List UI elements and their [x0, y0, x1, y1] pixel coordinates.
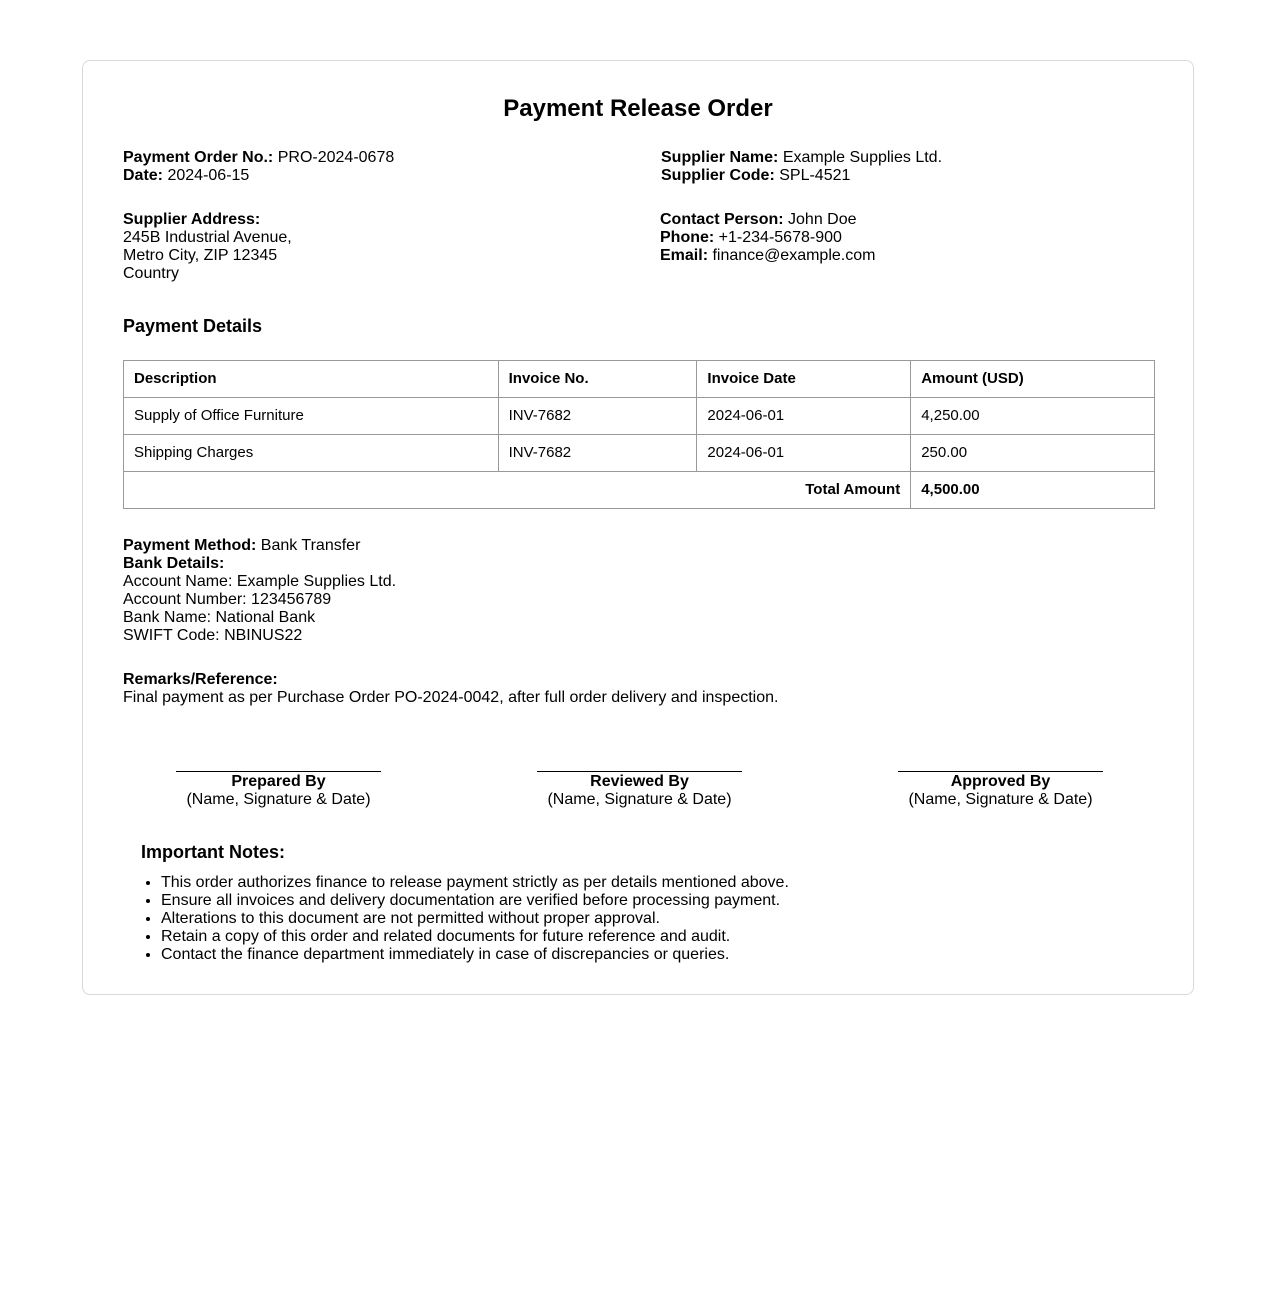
column-header: Invoice Date [697, 361, 911, 398]
signature-reviewed-by [537, 771, 742, 809]
cell-description: Shipping Charges [124, 435, 499, 472]
order-no-value: PRO-2024-0678 [277, 149, 395, 166]
order-no-label: Payment Order No.: [123, 149, 274, 166]
contact-person-value: John Doe [788, 211, 857, 228]
supplier-address-label: Supplier Address: [123, 211, 261, 228]
total-amount-label: Total Amount [124, 472, 911, 509]
column-header: Description [124, 361, 499, 398]
contact-person-row [660, 211, 875, 229]
column-header: Amount (USD) [911, 361, 1155, 398]
cell-invoice-date: 2024-06-01 [697, 398, 911, 435]
bank-detail-line: SWIFT Code: NBINUS22 [123, 627, 303, 644]
contact-info [660, 211, 875, 265]
signature-role: Prepared By [231, 773, 326, 790]
payment-method-row [123, 537, 396, 555]
signature-line [898, 771, 1103, 772]
order-date-label: Date: [123, 167, 164, 184]
signature-approved-by [898, 771, 1103, 809]
cell-invoice-date: 2024-06-01 [697, 435, 911, 472]
signature-hint: (Name, Signature & Date) [547, 791, 732, 808]
payment-release-order-document [82, 60, 1194, 995]
table-header-row [124, 361, 1155, 398]
order-no-row [123, 149, 394, 167]
signature-hint: (Name, Signature & Date) [186, 791, 371, 808]
supplier-address-line: Metro City, ZIP 12345 [123, 247, 278, 264]
important-notes-list [123, 874, 789, 964]
payment-method-value: Bank Transfer [260, 537, 361, 554]
important-notes-heading: Important Notes: [141, 842, 285, 862]
supplier-name-row [661, 149, 942, 167]
list-item: • Alterations to this document are not permitted without proper approval. [161, 910, 789, 928]
payment-method-section [123, 537, 396, 645]
remarks-label: Remarks/Reference: [123, 671, 278, 688]
payment-method-label: Payment Method: [123, 537, 257, 554]
cell-amount: 250.00 [911, 435, 1155, 472]
supplier-code-label: Supplier Code: [661, 167, 775, 184]
list-item: • This order authorizes finance to release payment strictly as per details mentioned above. [161, 874, 789, 892]
supplier-name-value: Example Supplies Ltd. [782, 149, 943, 166]
supplier-name-label: Supplier Name: [661, 149, 779, 166]
signature-role: Reviewed By [590, 773, 689, 790]
supplier-address [123, 211, 292, 283]
contact-email-value: finance@example.com [712, 247, 876, 264]
total-amount-value: 4,500.00 [911, 472, 1155, 509]
signature-hint: (Name, Signature & Date) [908, 791, 1093, 808]
supplier-code-value: SPL-4521 [779, 167, 851, 184]
contact-phone-row [660, 229, 875, 247]
cell-description: Supply of Office Furniture [124, 398, 499, 435]
contact-email-row [660, 247, 875, 265]
bank-details-label: Bank Details: [123, 555, 225, 572]
total-row [124, 472, 1155, 509]
order-info [123, 149, 394, 185]
signature-line [176, 771, 381, 772]
bank-detail-line: Account Number: 123456789 [123, 591, 332, 608]
signature-role: Approved By [950, 773, 1051, 790]
supplier-address-line: Country [123, 265, 180, 282]
payment-details-table [123, 360, 1155, 509]
remarks-section [123, 671, 778, 707]
order-date-value: 2024-06-15 [167, 167, 250, 184]
contact-phone-label: Phone: [660, 229, 715, 246]
signature-prepared-by [176, 771, 381, 809]
contact-email-label: Email: [660, 247, 709, 264]
contact-person-label: Contact Person: [660, 211, 784, 228]
table-row [124, 435, 1155, 472]
column-header: Invoice No. [498, 361, 697, 398]
cell-invoice-no: INV-7682 [498, 435, 697, 472]
supplier-code-row [661, 167, 942, 185]
cell-invoice-no: INV-7682 [498, 398, 697, 435]
bank-detail-line: Account Name: Example Supplies Ltd. [123, 573, 397, 590]
contact-phone-value: +1-234-5678-900 [718, 229, 842, 246]
signature-line [537, 771, 742, 772]
table-row [124, 398, 1155, 435]
bank-detail-line: Bank Name: National Bank [123, 609, 316, 626]
supplier-address-line: 245B Industrial Avenue, [123, 229, 292, 246]
cell-amount: 4,250.00 [911, 398, 1155, 435]
remarks-text: Final payment as per Purchase Order PO-2024-0042, after full order delivery and inspection. [123, 689, 779, 706]
supplier-info [661, 149, 942, 185]
list-item: • Ensure all invoices and delivery documentation are verified before processing payment. [161, 892, 789, 910]
payment-details-heading: Payment Details [123, 316, 263, 336]
list-item: • Retain a copy of this order and related documents for future reference and audit. [161, 928, 789, 946]
document-title: Payment Release Order [503, 95, 773, 122]
list-item: • Contact the finance department immediately in case of discrepancies or queries. [161, 946, 789, 964]
order-date-row [123, 167, 394, 185]
